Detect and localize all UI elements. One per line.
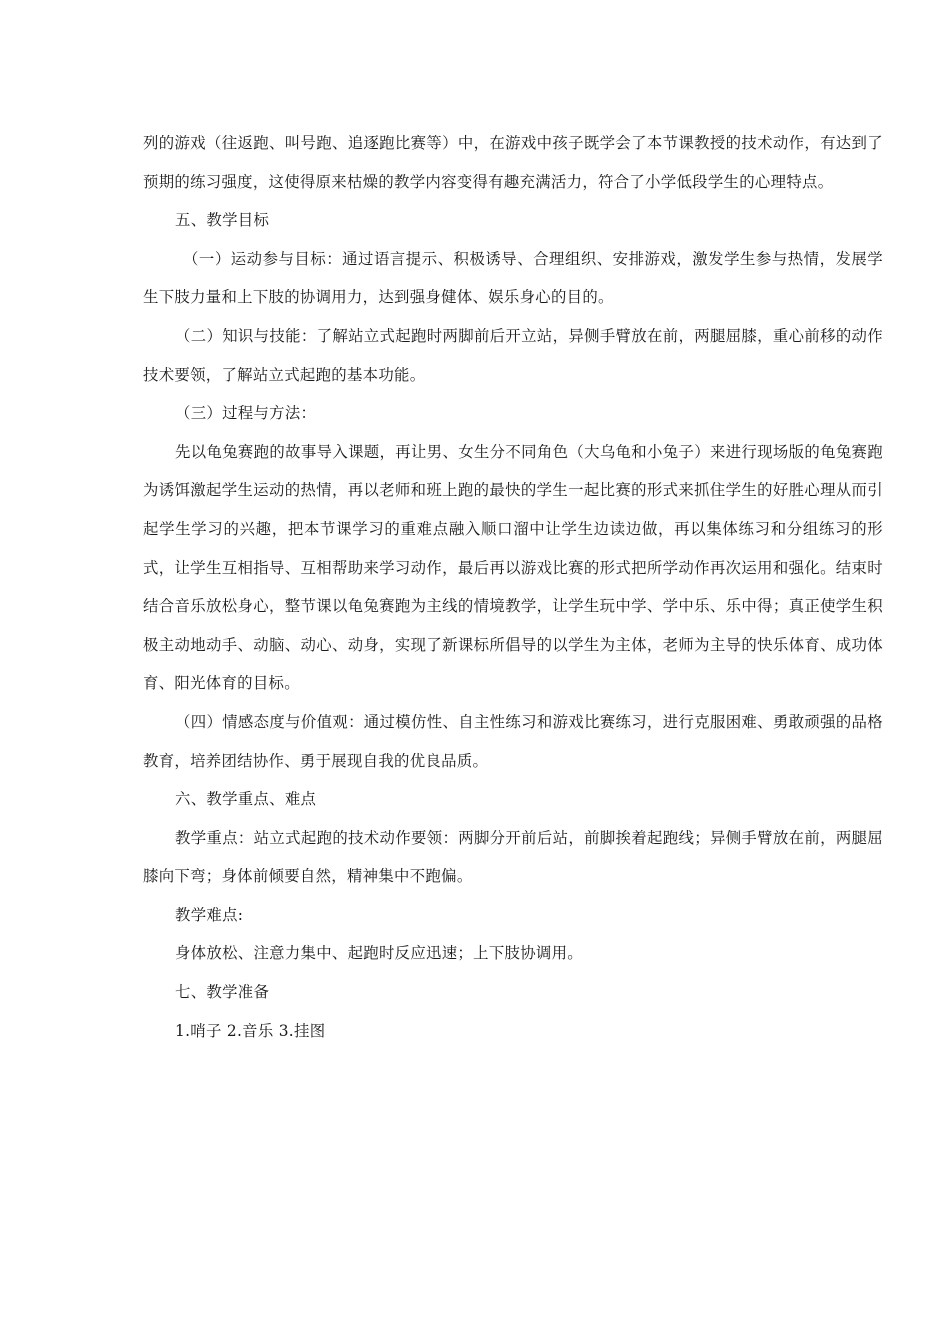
paragraph-goal-participation: （一）运动参与目标：通过语言提示、积极诱导、合理组织、安排游戏，激发学生参与热情，发展学生下肢力量和上下肢的协调用力，达到强身健体、娱乐身心的目的。	[143, 249, 883, 307]
paragraph-goal-process-body: 先以龟兔赛跑的故事导入课题，再让男、女生分不同角色（大乌龟和小兔子）来进行现场版的龟兔赛跑为诱饵激起学生运动的热情，再以老师和班上跑的最快的学生一起比赛的形式来抓住学生的好胜心理从而引起学生学习的兴趣，把本节课学习的重难点融入顺口溜中让学生边读边做，再以集体练习和分组练习的形式，让学生互相指导、互相帮助来学习动作，最后再以游戏比赛的形式把所学动作再次运用和强化。结束时结合音乐放松身心，整节课以龟兔赛跑为主线的情境教学，让学生玩中学、学中乐、乐中得；真正使学生积极主动地动手、动脑、动心、动身，实现了新课标所倡导的以学生为主体，老师为主导的快乐体育、成功体育、阳光体育的目标。	[143, 442, 883, 693]
paragraph-preparation-list: 1.哨子 2.音乐 3.挂图	[175, 1021, 326, 1040]
paragraph-games-continued: 列的游戏（往返跑、叫号跑、追逐跑比赛等）中，在游戏中孩子既学会了本节课教授的技术动作，有达到了预期的练习强度，这使得原来枯燥的教学内容变得有趣充满活力，符合了小学低段学生的心理特点。	[143, 134, 883, 191]
section-heading-teaching-preparation: 七、教学准备	[175, 983, 270, 1002]
document-body	[143, 124, 883, 1050]
section-heading-teaching-goals: 五、教学目标	[175, 211, 270, 230]
paragraph-goal-emotion-values: （四）情感态度与价值观：通过模仿性、自主性练习和游戏比赛练习，进行克服困难、勇敢顽强的品格教育，培养团结协作、勇于展现自我的优良品质。	[143, 712, 883, 770]
paragraph-goal-knowledge-skills: （二）知识与技能：了解站立式起跑时两脚前后开立站，异侧手臂放在前，两腿屈膝，重心前移的动作技术要领，了解站立式起跑的基本功能。	[143, 326, 883, 384]
paragraph-difficulty-title: 教学难点:	[175, 905, 244, 924]
paragraph-difficulty-body: 身体放松、注意力集中、起跑时反应迅速；上下肢协调用。	[175, 944, 583, 963]
section-heading-key-difficult-points: 六、教学重点、难点	[175, 790, 317, 809]
paragraph-key-point: 教学重点：站立式起跑的技术动作要领：两脚分开前后站，前脚挨着起跑线；异侧手臂放在前，两腿屈膝向下弯；身体前倾要自然，精神集中不跑偏。	[143, 828, 883, 886]
paragraph-goal-process-title: （三）过程与方法：	[175, 404, 317, 423]
